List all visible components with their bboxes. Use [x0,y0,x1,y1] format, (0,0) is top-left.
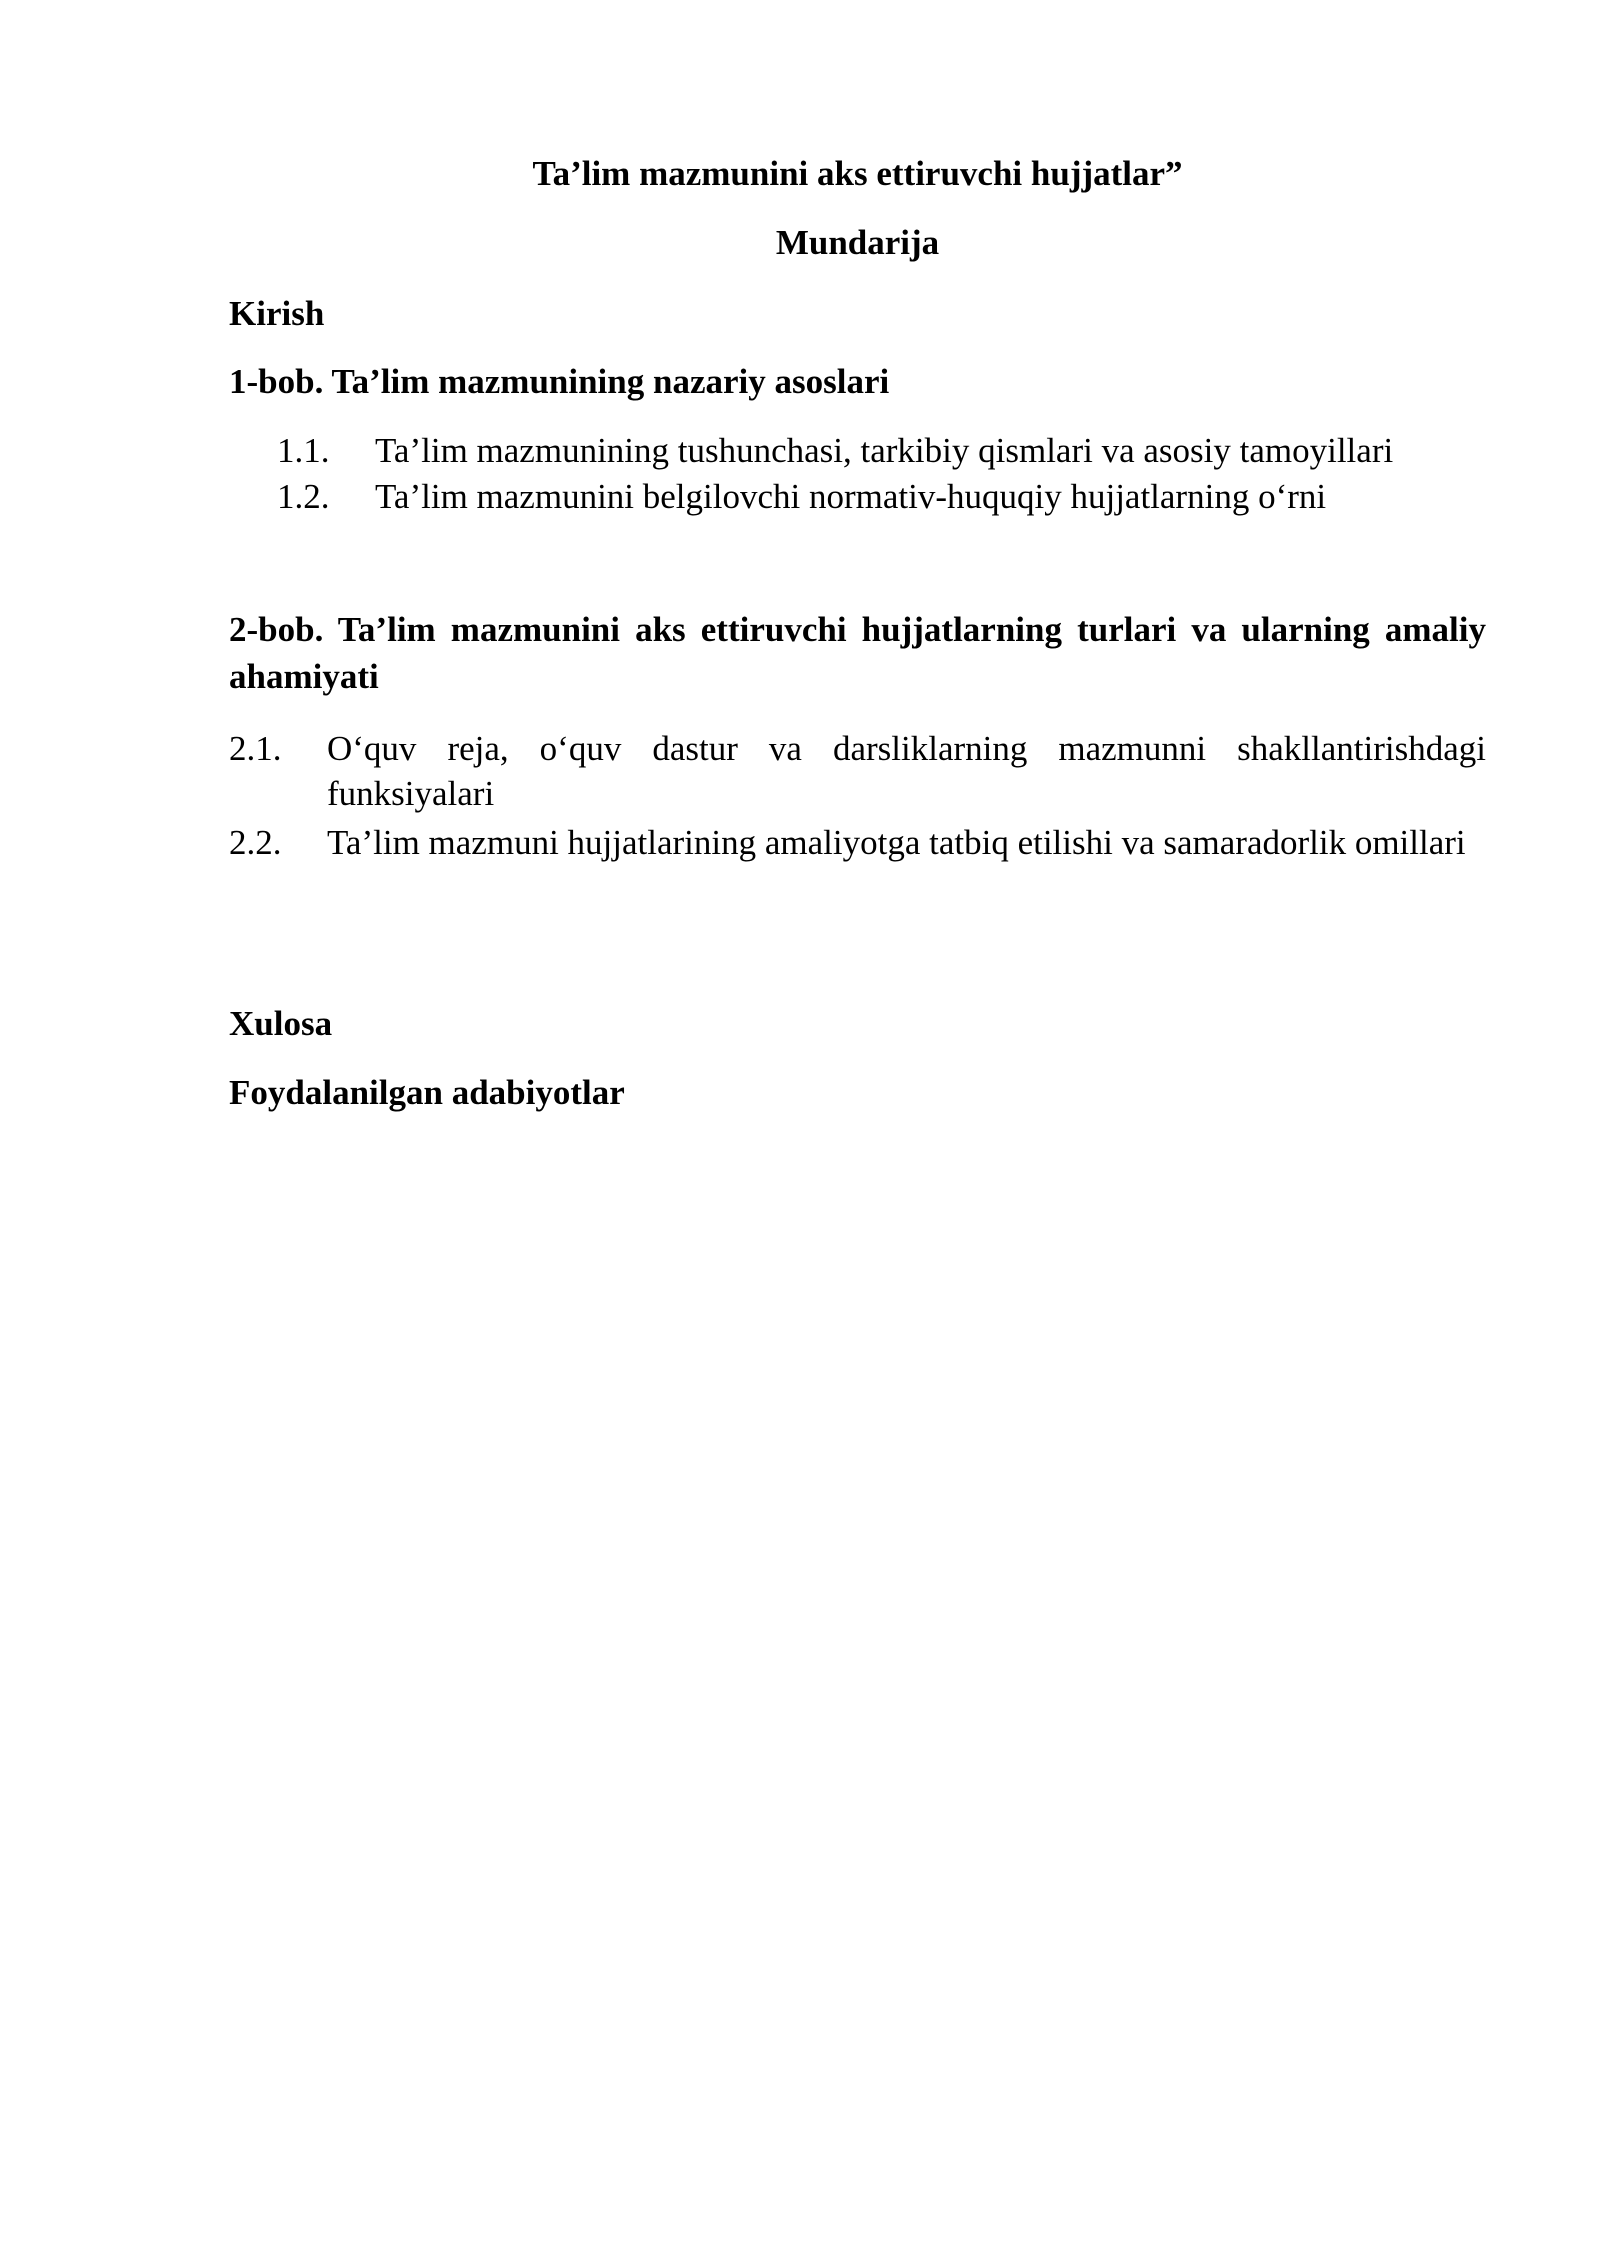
toc-item-1-2 [277,474,1486,519]
toc-item-text: O‘quv reja, o‘quv dastur va darsliklarning mazmunni shakllantirishdagi funksiyalari [327,729,1486,813]
toc-item-number: 1.2. [277,477,330,516]
toc-item-text: Ta’lim mazmunini belgilovchi normativ-huquqiy hujjatlarning o‘rni [375,477,1327,516]
toc-heading: Mundarija [775,223,940,262]
toc-item-number: 1.1. [277,431,330,470]
toc-item-text: Ta’lim mazmunining tushunchasi, tarkibiy qismlari va asosiy tamoyillari [375,431,1394,470]
toc-item-text: Ta’lim mazmuni hujjatlarining amaliyotga tatbiq etilishi va samaradorlik omillari [327,823,1466,862]
toc-entry-references: Foydalanilgan adabiyotlar [229,1073,625,1112]
toc-entry-intro: Kirish [229,294,325,333]
toc-item-2-1 [229,726,1486,818]
toc-entry-conclusion: Xulosa [229,1004,333,1043]
toc-chapter-1-heading: 1-bob. Ta’lim mazmunining nazariy asoslari [229,362,890,401]
toc-item-2-2 [229,820,1486,912]
document-title: Ta’lim mazmunini aks ettiruvchi hujjatlar” [532,154,1183,193]
toc-item-number: 2.1. [229,729,282,768]
toc-item-1-1 [277,428,1486,473]
toc-chapter-2-heading: 2-bob. Ta’lim mazmunini aks ettiruvchi hujjatlarning turlari va ularning amaliy ahamiyati [229,610,1486,696]
toc-item-number: 2.2. [229,823,282,862]
